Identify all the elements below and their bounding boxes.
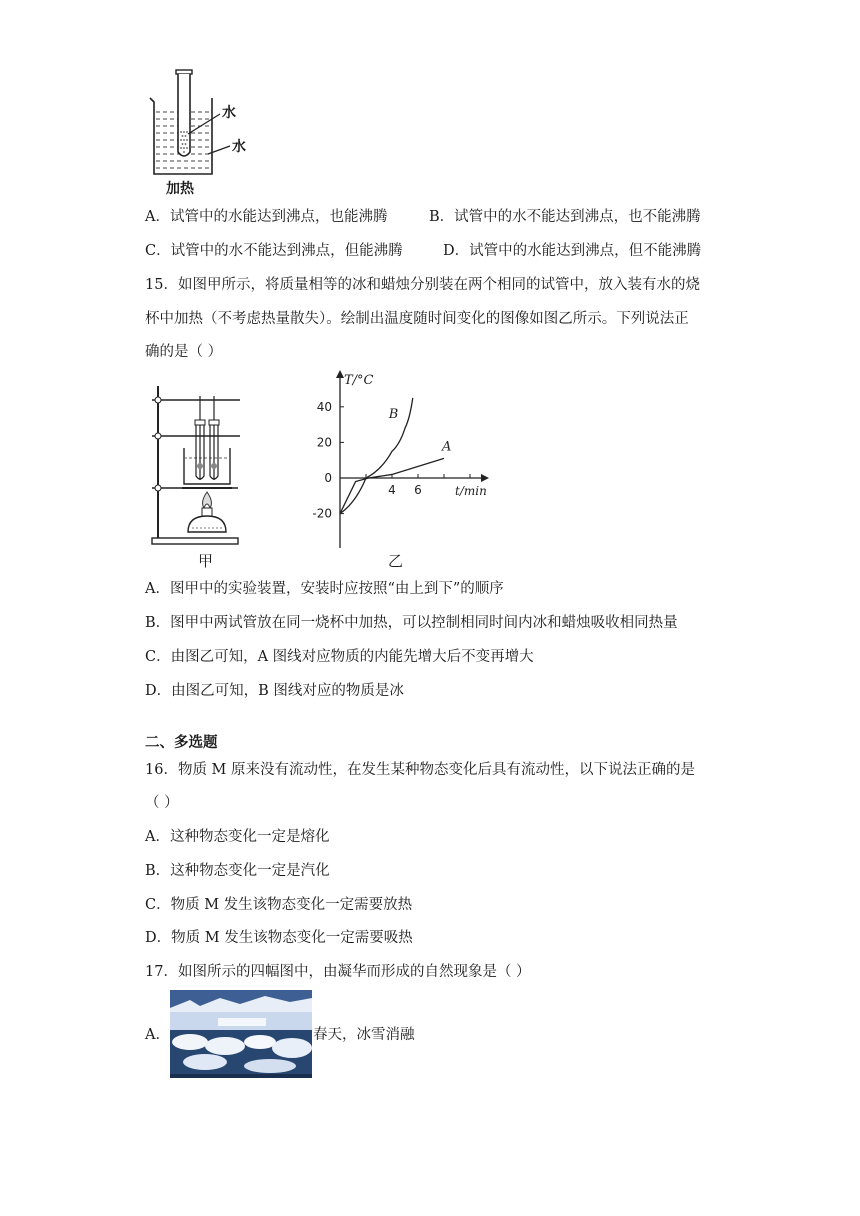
stand-diagram <box>148 382 248 552</box>
option-text: 试管中的水不能达到沸点，但能沸腾 <box>170 243 403 259</box>
option-text: 试管中的水能达到沸点，但不能沸腾 <box>469 243 702 259</box>
q14-option-a <box>145 207 387 227</box>
q16-option-b: B．这种物态变化一定是汽化 <box>145 863 330 879</box>
q16-option-d: D．物质 M 发生该物态变化一定需要吸热 <box>145 930 413 946</box>
q17-option-a-letter: A． <box>145 1027 170 1043</box>
figure-jia-apparatus <box>148 382 248 572</box>
q15-option-b: B．图甲中两试管放在同一烧杯中加热，可以控制相同时间内冰和蜡烛吸收相同热量 <box>145 615 678 631</box>
y-tick-label: -20 <box>312 506 332 521</box>
q14-option-b <box>429 207 701 227</box>
q15-stem-line-1: 15．如图甲所示，将质量相等的冰和蜡烛分别装在两个相同的试管中，放入装有水的烧 <box>145 277 700 293</box>
q17-option-a-text: 春天，冰雪消融 <box>313 1027 415 1043</box>
x-axis-arrow <box>481 474 489 482</box>
option-text: 试管中的水能达到沸点，也能沸腾 <box>169 209 388 225</box>
snow-melting-image <box>170 990 312 1078</box>
q15-option-c: C．由图乙可知，A 图线对应物质的内能先增大后不变再增大 <box>145 649 534 665</box>
q15-option-a: A．图甲中的实验装置，安装时应按照“由上到下”的顺序 <box>145 581 504 597</box>
x-axis-label: t/min <box>455 484 487 498</box>
figure-test-tube-in-beaker <box>140 66 270 196</box>
q16-stem-line-2: （ ） <box>145 795 179 811</box>
q15-stem-line-2: 杯中加热（不考虑热量散失）。绘制出温度随时间变化的图像如图乙所示。下列说法正 <box>145 311 689 327</box>
q16-option-c: C．物质 M 发生该物态变化一定需要放热 <box>145 897 413 913</box>
q14-option-d <box>443 241 701 261</box>
snow-melting-photo <box>170 990 312 1078</box>
series-line-b <box>340 398 413 514</box>
x-tick-label: 6 <box>414 483 422 497</box>
q17-stem: 17．如图所示的四幅图中，由凝华而形成的自然现象是（ ） <box>145 964 531 980</box>
section-title-multi-choice: 二、多选题 <box>145 735 218 751</box>
label-water-tube: 水 <box>222 105 236 121</box>
option-letter: B． <box>429 209 455 225</box>
option-letter: A． <box>145 209 170 225</box>
y-tick-label: 20 <box>316 435 332 450</box>
temperature-time-chart <box>300 368 500 553</box>
q16-option-a: A．这种物态变化一定是熔化 <box>145 829 330 845</box>
series-label-a: A <box>442 439 452 455</box>
caption-yi: 乙 <box>388 552 404 570</box>
y-tick-label: 40 <box>316 399 332 414</box>
option-letter: D． <box>443 243 470 259</box>
option-letter: C． <box>145 243 171 259</box>
caption-heating: 加热 <box>166 181 194 197</box>
option-text: 试管中的水不能达到沸点，也不能沸腾 <box>454 209 701 225</box>
figure-yi-chart <box>300 368 500 573</box>
q14-option-c <box>145 241 403 261</box>
beaker-diagram <box>140 66 270 196</box>
y-axis-arrow <box>336 370 344 378</box>
q15-option-d: D．由图乙可知，B 图线对应的物质是冰 <box>145 683 404 699</box>
q15-stem-line-3: 确的是（ ） <box>145 344 223 360</box>
q16-stem-line-1: 16．物质 M 原来没有流动性，在发生某种物态变化后具有流动性，以下说法正确的是 <box>145 762 696 778</box>
x-tick-label: 4 <box>388 483 396 497</box>
y-axis-label: T/°C <box>344 373 374 388</box>
series-label-b: B <box>388 406 399 422</box>
caption-jia: 甲 <box>198 552 214 570</box>
label-water-beaker: 水 <box>232 139 246 155</box>
y-tick-label: 0 <box>324 471 332 485</box>
